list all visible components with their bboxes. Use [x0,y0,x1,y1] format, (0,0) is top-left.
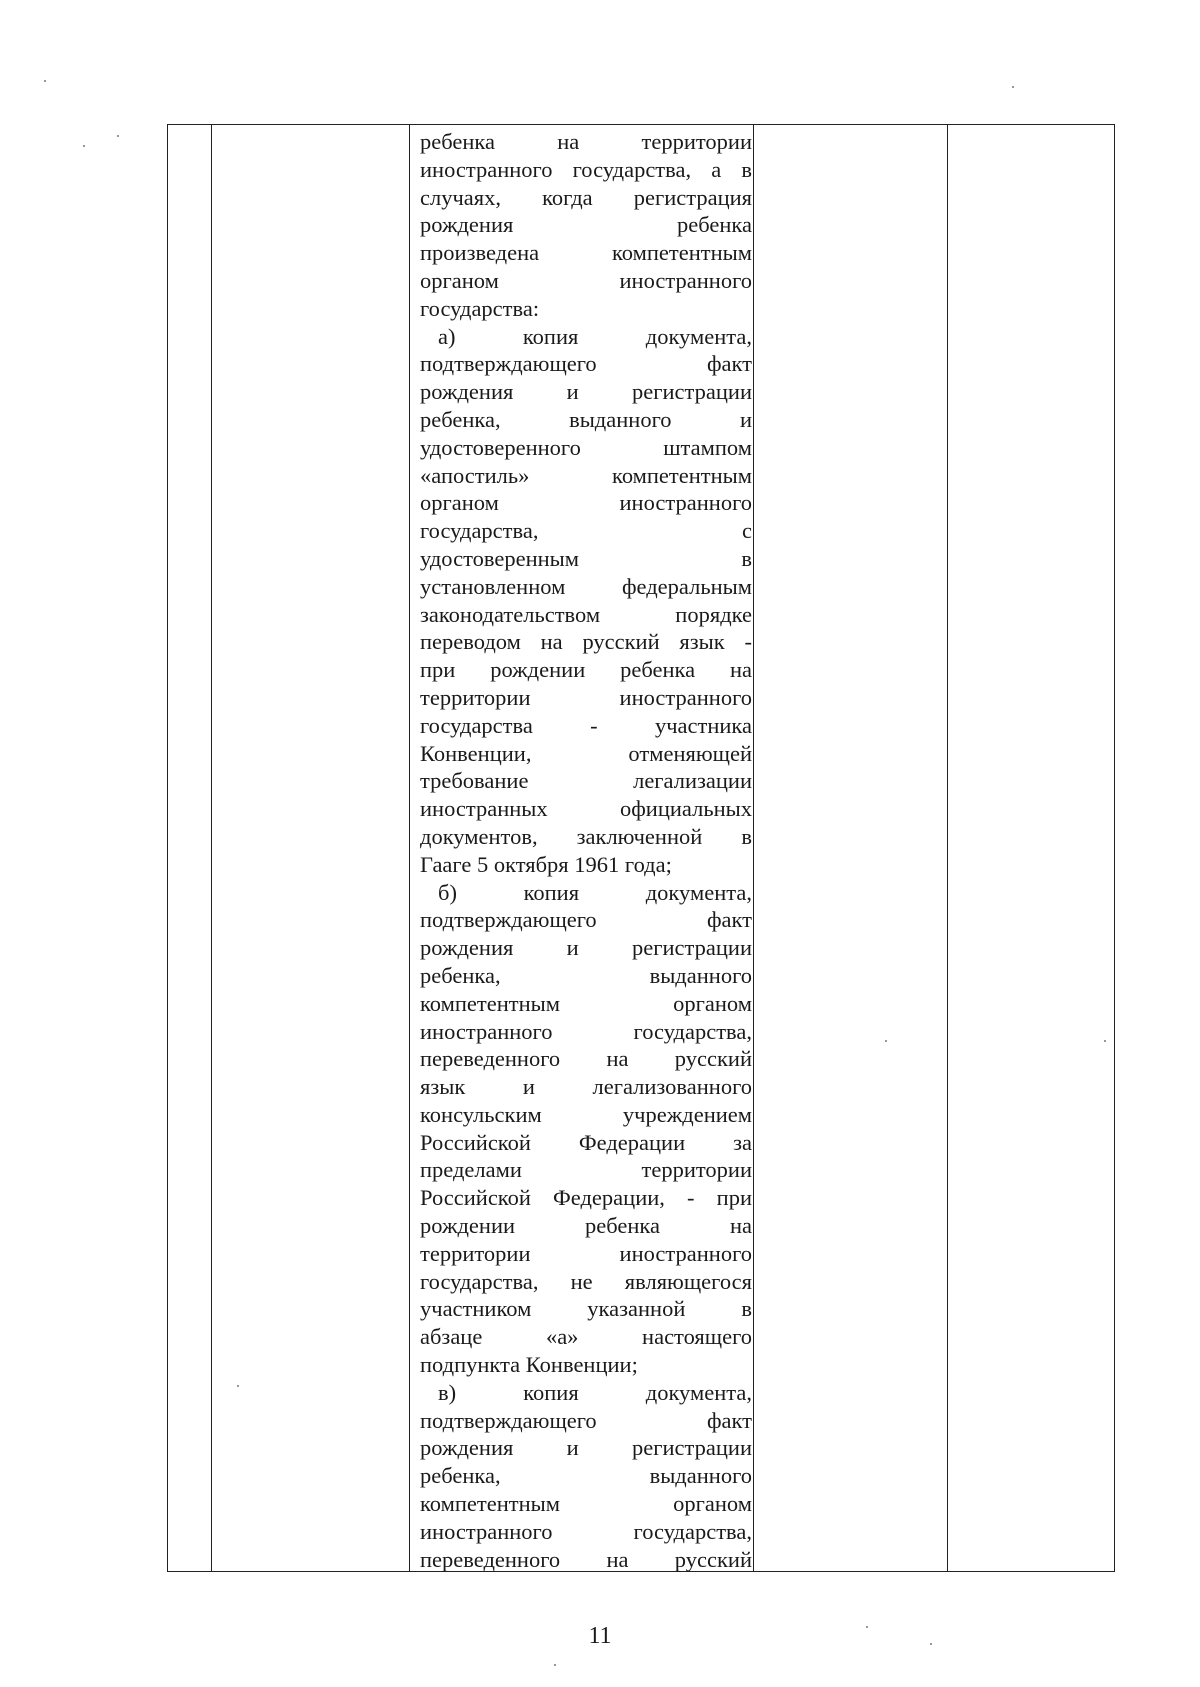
text-line: ребенка на территории [420,129,752,154]
text-line: иностранного государства, [420,1518,752,1544]
text-line: законодательством порядке [420,601,752,627]
text-line: произведена компетентным [420,240,752,266]
scan-speck [930,1643,932,1645]
text-line: переведенного на русский [420,1046,752,1072]
text-line: удостоверенного штампом [420,434,752,460]
text-line: удостоверенным в [420,545,752,571]
text-line: государства - участника [420,712,752,738]
scan-speck [866,1626,868,1628]
column-divider-1 [211,125,212,1571]
text-line: рождения и регистрации [420,1435,752,1461]
text-line: установленном федеральным [420,573,752,599]
scan-speck [885,1040,887,1042]
text-line: случаях, когда регистрация [420,184,752,210]
text-line: участником указанной в [420,1296,752,1322]
text-line: в) копия документа, [438,1379,752,1405]
text-line: при рождении ребенка на [420,657,752,683]
column-divider-2 [409,125,410,1571]
text-line: органом иностранного [420,267,752,293]
text-line: а) копия документа, [438,323,752,349]
text-line: территории иностранного [420,1240,752,1266]
table-cell-text [420,128,752,1573]
text-line: рождении ребенка на [420,1213,752,1239]
text-line: требование легализации [420,768,752,794]
text-line: подтверждающего факт [420,351,752,377]
scan-speck [44,80,46,82]
scan-speck [1104,1040,1106,1042]
page-number: 11 [588,1623,612,1649]
text-line: компетентным органом [420,990,752,1016]
text-line: пределами территории [420,1157,752,1183]
column-divider-3 [753,125,754,1571]
text-line: подпункта Конвенции; [420,1352,638,1378]
text-line: иностранного государства, а в [420,156,752,182]
text-line: консульским учреждением [420,1101,752,1127]
column-divider-4 [947,125,948,1571]
text-line: государства: [420,295,540,321]
text-line: ребенка, выданного [420,1463,752,1489]
text-line: иностранных официальных [420,796,752,822]
text-line: государства, с [420,518,752,544]
scan-speck [1012,86,1014,88]
text-line: переводом на русский язык - [420,629,752,655]
text-line: б) копия документа, [438,879,752,905]
text-line: язык и легализованного [420,1074,752,1100]
text-line: подтверждающего факт [420,1407,752,1433]
text-line: Российской Федерации, - при [420,1185,752,1211]
scan-speck [237,1385,239,1387]
text-line: территории иностранного [420,684,752,710]
scan-speck [117,135,119,137]
text-line: органом иностранного [420,490,752,516]
text-line: ребенка, выданного и [420,406,752,432]
text-line: рождения и регистрации [420,379,752,405]
text-line: Гааге 5 октября 1961 года; [420,851,672,877]
scan-speck [554,1664,556,1666]
text-line: ребенка, выданного [420,962,752,988]
text-line: подтверждающего факт [420,907,752,933]
text-line: документов, заключенной в [420,823,752,849]
text-line: абзаце «а» настоящего [420,1324,752,1350]
text-line: переведенного на русский [420,1546,752,1572]
text-line: Российской Федерации за [420,1129,752,1155]
text-line: рождения и регистрации [420,935,752,961]
text-line: рождения ребенка [420,212,752,238]
text-line: иностранного государства, [420,1018,752,1044]
text-line: компетентным органом [420,1491,752,1517]
scan-speck [83,145,85,147]
text-line: Конвенции, отменяющей [420,740,752,766]
text-line: государства, не являющегося [420,1268,752,1294]
text-line: «апостиль» компетентным [420,462,752,488]
